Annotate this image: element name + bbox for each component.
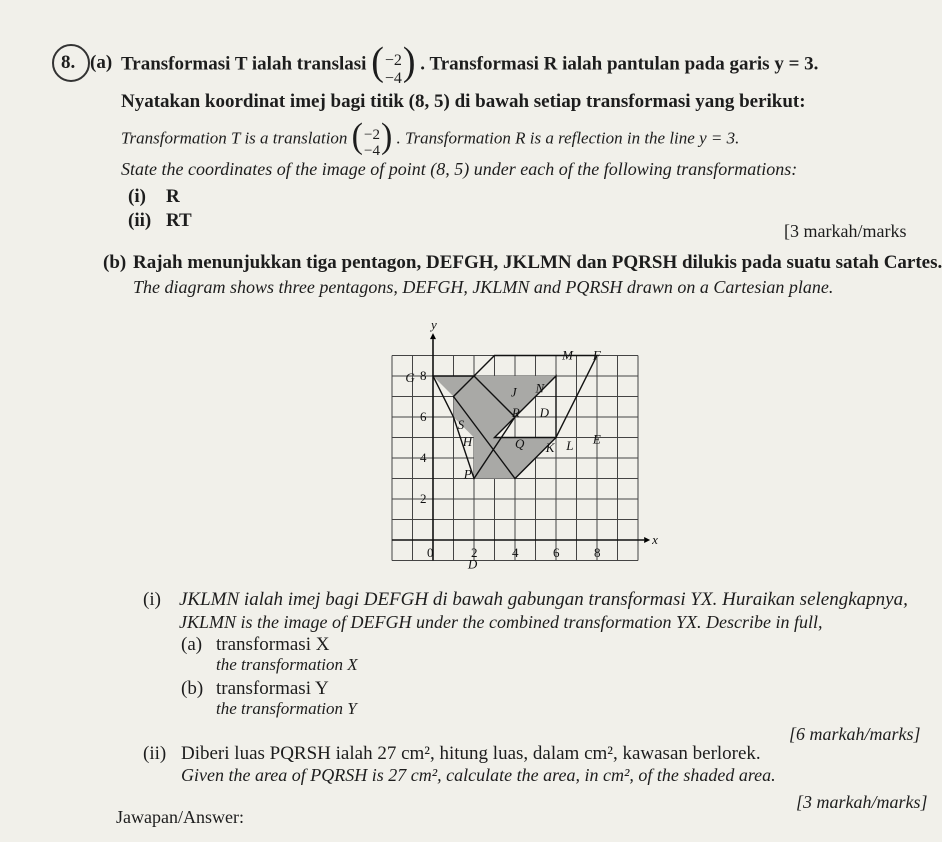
x-axis-label: x <box>652 532 658 547</box>
part-a-marks-text: [3 markah/marks <box>784 221 907 241</box>
part-a-malay-line <box>121 39 819 88</box>
vector-top-en: −2 <box>364 127 380 144</box>
y-tick-label: 8 <box>420 368 427 383</box>
label-g: G <box>405 370 415 386</box>
sub-ii-marks: [3 markah/marks] <box>796 792 928 812</box>
sub-i-marks: [6 markah/marks] <box>789 724 921 744</box>
item-ii-num: (ii) <box>128 210 152 231</box>
label-k: K <box>545 439 555 455</box>
sub-ii-english: Given the area of PQRSH is 27 cm², calculate the area, in cm², of the shaded area. <box>181 765 776 785</box>
part-a-label: (a) <box>90 52 113 73</box>
y-axis-label: y <box>431 317 437 333</box>
sub-i-malay: JKLMN ialah imej bagi DEFGH di bawah gabungan transformasi YX. Huraikan selengkapnya, <box>179 589 908 610</box>
x-tick-label: 2 <box>471 545 478 560</box>
part-b-malay: Rajah menunjukkan tiga pentagon, DEFGH, JKLMN dan PQRSH dilukis pada suatu satah Cartes. <box>133 252 942 273</box>
label-n: N <box>535 380 545 396</box>
part-b-english: The diagram shows three pentagons, DEFGH, JKLMN and PQRSH drawn on a Cartesian plane. <box>133 277 834 297</box>
sub-i-b-malay: transformasi Y <box>216 678 329 699</box>
label-q: Q <box>515 435 525 451</box>
label-l: L <box>566 437 574 453</box>
part-a-english-pre: Transformation T is a translation <box>121 128 348 148</box>
part-a-malay-post: . Transformasi R ialah pantulan pada garis y = 3. <box>420 53 819 75</box>
label-r: R <box>511 405 520 420</box>
y-tick-label: 2 <box>420 491 427 506</box>
part-b-label: (b) <box>103 252 127 273</box>
question-number: 8. <box>61 52 76 73</box>
x-tick-label: 0 <box>427 545 434 560</box>
sub-ii-malay: Diberi luas PQRSH ialah 27 cm², hitung luas, dalam cm², kawasan berlorek. <box>181 743 761 764</box>
label-m: M <box>562 347 573 363</box>
label-j: J <box>510 384 517 400</box>
label-s: S <box>457 417 465 433</box>
item-ii-text: RT <box>166 210 192 231</box>
sub-i-english: JKLMN is the image of DEFGH under the combined transformation YX. Describe in full, <box>179 612 823 632</box>
vector-bottom: −4 <box>384 69 402 87</box>
part-a-marks <box>784 222 906 240</box>
item-i-text: R <box>166 186 180 207</box>
y-axis-arrow <box>430 333 436 339</box>
part-a-english-line <box>121 117 740 160</box>
part-a-english-instruction: State the coordinates of the image of point (8, 5) under each of the following transformations: <box>121 159 798 179</box>
label-f: F <box>592 347 601 363</box>
part-a-english-post: . Transformation R is a reflection in the line y = 3. <box>396 128 740 148</box>
label-h: H <box>462 433 473 449</box>
sub-i-num: (i) <box>143 589 161 610</box>
cartesian-diagram <box>360 310 658 580</box>
sub-i-b-label: (b) <box>181 678 204 699</box>
y-tick-label: 6 <box>420 409 427 424</box>
sub-i-a-english: the transformation X <box>216 655 358 674</box>
translation-vector: (−2 −4) <box>371 39 416 87</box>
sub-i-b-english: the transformation Y <box>216 699 357 718</box>
label-d-bottom: D <box>467 556 478 572</box>
label-d: D <box>539 405 549 420</box>
vector-top: −2 <box>384 51 402 69</box>
x-axis-arrow <box>644 537 650 543</box>
label-e: E <box>592 431 601 447</box>
sub-i-a-malay: transformasi X <box>216 634 330 655</box>
x-tick-label: 6 <box>553 545 560 560</box>
sub-ii-num: (ii) <box>143 743 167 764</box>
x-tick-label: 4 <box>512 545 519 560</box>
answer-label: Jawapan/Answer: <box>116 807 244 827</box>
part-a-malay-pre: Transformasi T ialah translasi <box>121 53 367 75</box>
x-tick-label: 8 <box>594 545 601 560</box>
vector-bottom-en: −4 <box>364 143 380 160</box>
y-tick-label: 4 <box>420 450 427 465</box>
translation-vector-en: (−2 −4) <box>351 117 393 160</box>
label-p: P <box>463 466 472 482</box>
item-i-num: (i) <box>128 186 146 207</box>
part-a-malay-instruction: Nyatakan koordinat imej bagi titik (8, 5) di bawah setiap transformasi yang berikut: <box>121 91 806 112</box>
sub-i-a-label: (a) <box>181 634 203 655</box>
